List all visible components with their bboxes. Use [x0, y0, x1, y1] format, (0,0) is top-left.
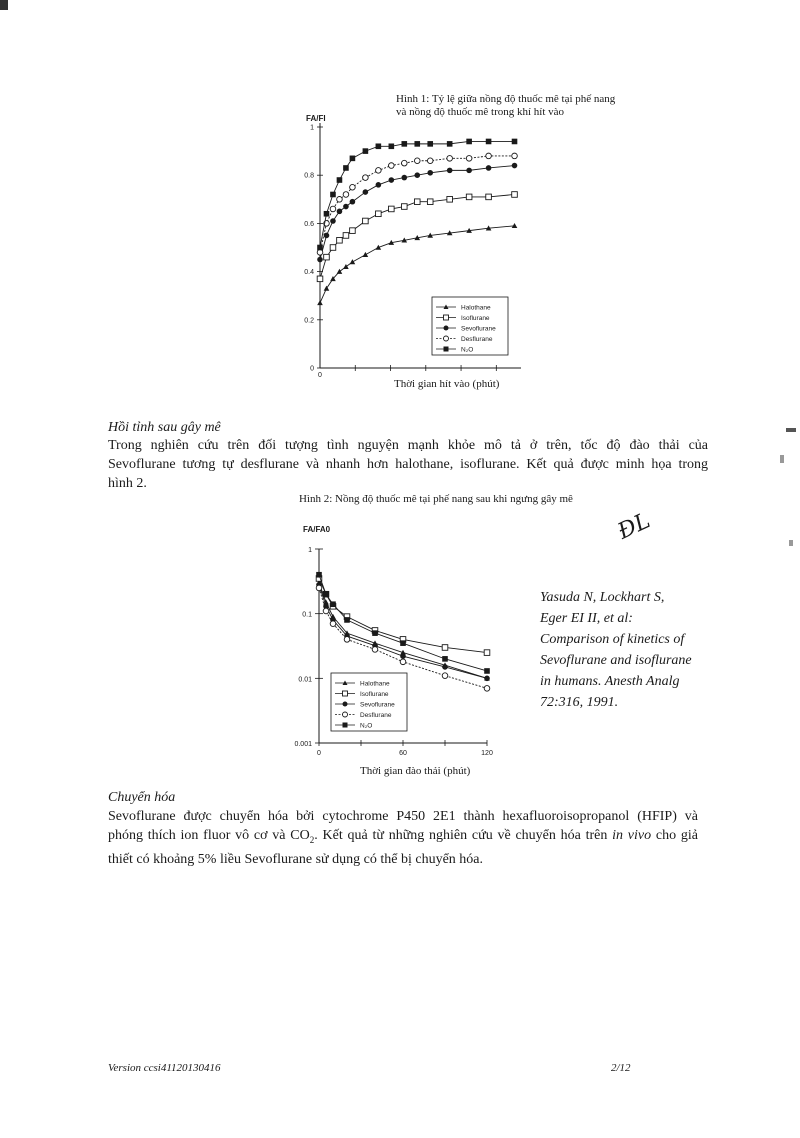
- figure1-y-tick-label: 0: [310, 365, 314, 373]
- figure2-y-tick-label: 1: [308, 547, 312, 554]
- section2-heading: Chuyển hóa: [108, 790, 176, 805]
- figure2-xlabel: Thời gian đào thải (phút): [360, 765, 471, 777]
- data-point-open-circle: [442, 673, 448, 679]
- figure1-caption-line1: Hình 1: Tỷ lệ giữa nồng độ thuốc mê tại phế nang: [396, 93, 616, 105]
- figure1-legend-label: Halothane: [461, 304, 491, 312]
- data-point-open-circle: [484, 686, 490, 692]
- footer-page-number: 2/12: [611, 1062, 631, 1074]
- data-point-filled-square: [372, 630, 378, 636]
- data-point-open-circle: [343, 712, 348, 717]
- figure2-legend-label: Sevoflurane: [360, 701, 395, 709]
- figure1-y-tick-label: 0.8: [304, 172, 314, 180]
- data-point-filled-square: [323, 591, 329, 597]
- data-point-open-circle: [344, 637, 350, 643]
- handwritten-signature-mark: ĐL: [614, 508, 655, 545]
- data-point-filled-square: [316, 572, 322, 578]
- figure1-caption-line2: và nồng độ thuốc mê trong khí hít vào: [396, 106, 565, 118]
- figure1-y-tick-label: 0.2: [304, 317, 314, 325]
- section1-heading: Hồi tỉnh sau gây mê: [108, 420, 221, 435]
- figure1-legend-label: Desflurane: [461, 335, 493, 343]
- section1-line1: Trong nghiên cứu trên đối tượng tình nguyện mạnh khỏe mô tả ở trên, tốc độ đào thải của: [108, 438, 708, 453]
- scan-speck: [786, 428, 796, 432]
- figure1-x-tick-label: 0: [318, 372, 322, 379]
- section2-paragraph: [108, 807, 698, 869]
- figure1-legend-label: Isoflurane: [461, 314, 490, 322]
- section2-line3: thiết có khoảng 5% liều Sevoflurane sử dụng có thể bị chuyển hóa.: [108, 851, 483, 867]
- section1-line2: Sevoflurane tương tự desflurane và nhanh hơn halothane, isoflurane. Kết quả được minh họa trong: [108, 457, 708, 472]
- data-point-open-circle: [372, 647, 378, 653]
- data-point-filled-circle: [484, 676, 490, 682]
- section2-line2: [108, 826, 698, 850]
- figure2-ylabel: FA/FA0: [303, 525, 331, 534]
- figure2-x-tick-label: 120: [481, 750, 493, 757]
- data-point-filled-circle: [400, 653, 406, 659]
- scan-speck: [0, 0, 8, 10]
- section2-line1: Sevoflurane được chuyển hóa bởi cytochrome P450 2E1 thành hexafluoroisopropanol (HFIP) và: [108, 809, 698, 824]
- figure2-caption: Hình 2: Nồng độ thuốc mê tại phế nang sau khi ngưng gây mê: [299, 493, 573, 505]
- data-point-open-circle: [400, 659, 406, 665]
- figure2-x-tick-label: 0: [317, 750, 321, 757]
- data-point-filled-circle: [343, 702, 348, 707]
- data-point-filled-square: [343, 723, 348, 728]
- figure1-y-tick-label: 0.6: [304, 220, 314, 228]
- figure2-legend: [331, 673, 407, 731]
- reference-line: in humans. Anesth Analg: [540, 674, 680, 689]
- reference-line: 72:316, 1991.: [540, 695, 619, 710]
- scan-speck: [789, 540, 793, 546]
- figure1-xlabel: Thời gian hít vào (phút): [394, 378, 500, 390]
- section2-line2-c: cho giả: [651, 828, 698, 843]
- data-point-open-square: [484, 650, 490, 656]
- figure2-legend-label: N₂O: [360, 722, 373, 730]
- reference-block: [540, 587, 692, 713]
- section1-line3: hình 2.: [108, 476, 147, 491]
- footer-version: Version ccsi41120130416: [108, 1062, 221, 1074]
- data-point-open-circle: [330, 621, 336, 627]
- figure2-legend-label: Halothane: [360, 680, 390, 688]
- figure2-y-tick-label: 0.001: [294, 741, 312, 748]
- data-point-open-square: [442, 645, 448, 651]
- reference-line: Comparison of kinetics of: [540, 632, 685, 647]
- section2-line2-a: phóng thích ion fluor vô cơ và CO: [108, 828, 310, 843]
- figure1-y-tick-label: 1: [310, 124, 314, 132]
- scan-speck: [780, 455, 784, 463]
- figure2-y-tick-label: 0.01: [298, 676, 312, 684]
- figure2-y-tick-label: 0.1: [302, 611, 312, 619]
- data-point-filled-square: [344, 617, 350, 623]
- data-point-open-circle: [316, 585, 322, 591]
- data-point-open-circle: [323, 608, 329, 614]
- in-vivo-italic: in vivo: [612, 828, 652, 843]
- reference-line: Yasuda N, Lockhart S,: [540, 590, 665, 605]
- data-point-filled-square: [330, 601, 336, 607]
- section2-line2-b: . Kết quả từ những nghiên cứu về chuyển hóa trên: [314, 828, 613, 843]
- figure2-legend-label: Desflurane: [360, 711, 392, 719]
- data-point-filled-square: [400, 640, 406, 646]
- co2-subscript: 2: [309, 834, 315, 845]
- figure1-legend-label: Sevoflurane: [461, 325, 496, 333]
- data-point-filled-square: [442, 656, 448, 662]
- figure1-legend-label: N₂O: [461, 346, 474, 354]
- figure2-x-tick-label: 60: [399, 750, 407, 757]
- data-point-filled-square: [484, 668, 490, 674]
- reference-line: Eger EI II, et al:: [540, 611, 633, 626]
- data-point-filled-circle: [442, 664, 448, 670]
- figure1-y-tick-label: 0.4: [304, 269, 314, 277]
- figure2-legend-label: Isoflurane: [360, 690, 389, 698]
- figure1-ylabel: FA/FI: [306, 114, 326, 123]
- data-point-open-square: [343, 691, 348, 696]
- reference-line: Sevoflurane and isoflurane: [540, 653, 692, 668]
